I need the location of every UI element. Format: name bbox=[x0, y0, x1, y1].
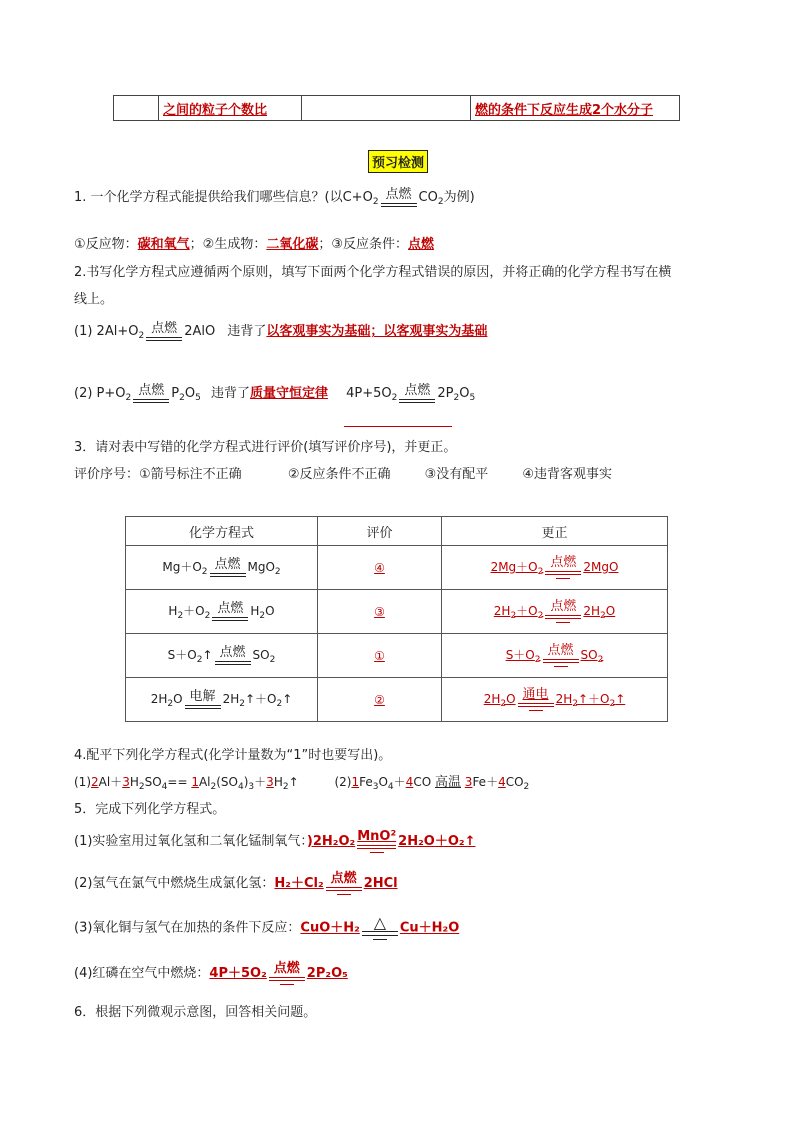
q1-line: 1. 一个化学方程式能提供给我们哪些信息？(以$C+O_2$ 点燃 $CO_2$为例) bbox=[74, 187, 475, 207]
label: 评价序号： bbox=[74, 467, 140, 482]
label: ；③反应条件： bbox=[318, 237, 408, 252]
q3-legend bbox=[74, 463, 612, 482]
q1-eq-right: CO bbox=[418, 190, 438, 205]
q2-answer-1: 以客观事实为基础；以客观事实为基础 bbox=[266, 324, 488, 339]
fix-left: 4P+5O bbox=[346, 386, 392, 401]
label: ①反应物： bbox=[74, 237, 138, 252]
eval-value: ④ bbox=[318, 546, 442, 590]
table-cell-right-answer: 燃的条件下反应生成2个水分子 bbox=[471, 96, 680, 121]
label: 违背了 bbox=[210, 386, 250, 401]
answer-condition: 点燃 bbox=[408, 237, 435, 252]
eval-value: ① bbox=[318, 634, 442, 678]
legend-item: ①箭号标注不正确 bbox=[139, 467, 242, 482]
legend-item: ③没有配平 bbox=[424, 467, 489, 482]
table-cell-left-answer: 之间的粒子个数比 bbox=[159, 96, 302, 121]
q2-line1: 2.书写化学方程式应遵循两个原则，填写下面两个化学方程式错误的原因，并将正确的化学方程书写在横 bbox=[74, 265, 672, 280]
q2-part1: (1) $2Al+O_2$ 点燃 2AlO 违背了以客观事实为基础；以客观事实为基础 bbox=[74, 321, 488, 341]
section-badge: 预习检测 bbox=[368, 150, 428, 173]
eval-value: ② bbox=[318, 678, 442, 722]
q6-title: 6．根据下列微观示意图，回答相关问题。 bbox=[74, 1005, 317, 1020]
fix-right: 2P bbox=[437, 386, 454, 401]
q5-item-3: (3)氧化铜与氢气在加热的条件下反应：CuO＋H₂ △ Cu＋H₂O bbox=[74, 916, 459, 940]
q1-suffix: 为例) bbox=[443, 190, 475, 205]
condition: 点燃 bbox=[133, 384, 169, 403]
eq-right: P bbox=[171, 386, 180, 401]
eq-left: (2) P+O bbox=[74, 386, 126, 401]
label: ；②生成物： bbox=[189, 237, 267, 252]
condition: 点燃 bbox=[146, 322, 182, 341]
eq-right: 2AlO bbox=[184, 324, 216, 339]
eq-left: (1) 2Al+O bbox=[74, 324, 139, 339]
answer-product: 二氧化碳 bbox=[266, 237, 319, 252]
label: 违背了 bbox=[227, 324, 267, 339]
header-equation: 化学方程式 bbox=[126, 517, 318, 546]
evaluation-table bbox=[125, 516, 668, 722]
q1-answer-line bbox=[74, 233, 434, 252]
header-correction: 更正 bbox=[442, 517, 668, 546]
table-cell bbox=[114, 96, 159, 121]
q5-item-2: (2)氢气在氯气中燃烧生成氯化氢：H₂＋Cl₂ 点燃 2HCl bbox=[74, 872, 398, 895]
q5-item-1: (1)实验室用过氧化氢和二氧化锰制氧气：)2H₂O₂ MnO² 2H₂O＋O₂↑ bbox=[74, 830, 475, 853]
q5-item-4: (4)红磷在空气中燃烧：4P＋5O₂ 点燃 2P₂O₅ bbox=[74, 962, 348, 985]
q1-condition: 点燃 bbox=[381, 188, 417, 207]
table-row: $S+O_2↑$ 点燃 $SO_2$ ① $S+O_2$ 点燃 $SO_2$ bbox=[126, 634, 668, 678]
q2-part2: (2) $P+O_2$ 点燃 $P_2O_5$ 违背了质量守恒定律 $4P+5O_2$ 点燃 $2P_2O_5$ bbox=[74, 383, 476, 403]
table-row: $2H_2O$ 电解 $2H_2↑+O_2↑$ ② $2H_2O$ 通电 $2H_2↑+O_2↑$ bbox=[126, 678, 668, 722]
legend-item: ②反应条件不正确 bbox=[287, 467, 391, 482]
table-row: $Mg+O_2$ 点燃 MgO$_2$ ④ $2Mg+O_2$ 点燃 2MgO bbox=[126, 546, 668, 590]
q4-equations: $(1)2Al+3H_2SO_4==$ $1Al_2(SO_4)_3+3H_2↑$ $(2)1Fe_3O_4+4CO$ 高温 $3Fe+4CO_2$ bbox=[74, 775, 530, 792]
q2-answer-2: 质量守恒定律 bbox=[249, 386, 328, 401]
header-evaluation: 评价 bbox=[318, 517, 442, 546]
continuation-table bbox=[113, 95, 680, 121]
legend-item: ④违背客观事实 bbox=[522, 467, 613, 482]
answer-reactant: 碳和氧气 bbox=[137, 237, 190, 252]
q2-line2: 线上。 bbox=[74, 292, 114, 307]
table-cell bbox=[302, 96, 471, 121]
answer-underline bbox=[344, 426, 452, 427]
q5-title: 5．完成下列化学方程式。 bbox=[74, 802, 226, 817]
eval-value: ③ bbox=[318, 590, 442, 634]
q1-eq-left: C+O bbox=[342, 190, 373, 205]
q1-prefix: 1. 一个化学方程式能提供给我们哪些信息？(以 bbox=[74, 190, 343, 205]
table-row: $H_2+O_2$ 点燃 $H_2O$ ③ $2H_2+O_2$ 点燃 $2H_2O$ bbox=[126, 590, 668, 634]
q4-title: 4.配平下列化学方程式(化学计量数为“1”时也要写出)。 bbox=[74, 748, 392, 763]
condition: 点燃 bbox=[399, 384, 435, 403]
q3-title: 3．请对表中写错的化学方程式进行评价(填写评价序号)，并更正。 bbox=[74, 440, 457, 455]
